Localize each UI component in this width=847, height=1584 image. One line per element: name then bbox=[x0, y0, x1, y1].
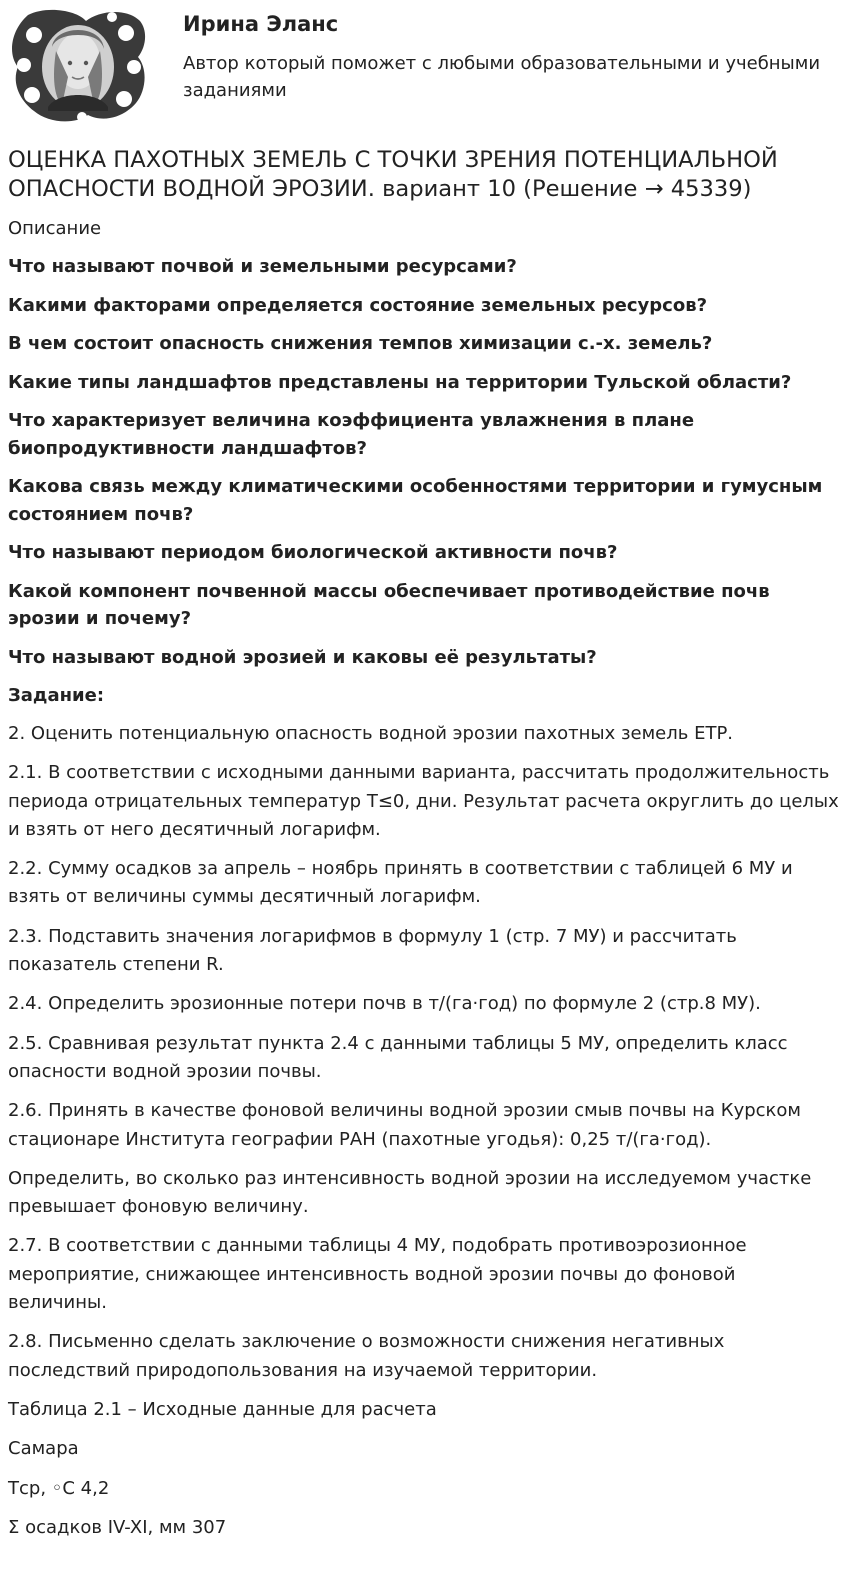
question-item: Что характеризует величина коэффициента увлажнения в плане биопродуктивности ландшафтов? bbox=[8, 410, 695, 459]
task-item: 2.8. Письменно сделать заключение о возможности снижения негативных последствий природопользования на изучаемой территории. bbox=[8, 1331, 725, 1381]
question-item: Какие типы ландшафтов представлены на территории Тульской области? bbox=[8, 371, 792, 393]
author-avatar[interactable] bbox=[8, 7, 148, 125]
question-item: Что называют периодом биологической активности почв? bbox=[8, 542, 618, 563]
task-item: 2.3. Подставить значения логарифмов в формулу 1 (стр. 7 МУ) и рассчитать показатель степени R. bbox=[8, 925, 737, 976]
task-items-list bbox=[8, 720, 840, 1542]
description-label: Описание bbox=[8, 218, 102, 239]
question-item: В чем состоит опасность снижения темпов химизации с.-х. земель? bbox=[8, 333, 713, 354]
question-item: Что называют почвой и земельными ресурсами? bbox=[8, 256, 517, 277]
table-precipitation: Σ осадков IV-XI, мм 307 bbox=[8, 1516, 227, 1538]
author-card bbox=[0, 0, 847, 135]
author-name[interactable]: Ирина Эланс bbox=[183, 12, 339, 36]
task-item: 2.5. Сравнивая результат пункта 2.4 с данными таблицы 5 МУ, определить класс опасности водной эрозии почвы. bbox=[8, 1032, 788, 1082]
page-title: ОЦЕНКА ПАХОТНЫХ ЗЕМЕЛЬ С ТОЧКИ ЗРЕНИЯ ПОТЕНЦИАЛЬНОЙ ОПАСНОСТИ ВОДНОЙ ЭРОЗИИ. вариант 10 (Решение → 45339) bbox=[8, 147, 778, 202]
task-item: 2.2. Сумму осадков за апрель – ноябрь принять в соответствии с таблицей 6 МУ и взять от величины суммы десятичный логарифм. bbox=[8, 858, 793, 908]
question-item: Какой компонент почвенной массы обеспечивает противодействие почв эрозии и почему? bbox=[8, 580, 770, 629]
table-caption: Таблица 2.1 – Исходные данные для расчета bbox=[8, 1398, 437, 1420]
author-description: Автор который поможет с любыми образовательными и учебными заданиями bbox=[183, 53, 821, 101]
task-label: Задание: bbox=[8, 685, 105, 706]
table-temperature: Tср, ◦С 4,2 bbox=[8, 1477, 110, 1499]
question-item: Какова связь между климатическими особенностями территории и гумусным состоянием почв? bbox=[8, 476, 823, 525]
task-item: 2.1. В соответствии с исходными данными варианта, рассчитать продолжительность периода отрицательных температур T≤0, дни. Результат расчета округлить до целых и взять от него десятичный логарифм. bbox=[8, 762, 839, 840]
task-item: 2.7. В соответствии с данными таблицы 4 МУ, подобрать противоэрозионное мероприятие, снижающее интенсивность водной эрозии почвы до фоновой величины. bbox=[8, 1235, 747, 1314]
task-item: 2. Оценить потенциальную опасность водной эрозии пахотных земель ЕТР. bbox=[8, 723, 734, 744]
question-item: Что называют водной эрозией и каковы её результаты? bbox=[8, 646, 597, 668]
task-content bbox=[8, 146, 840, 1553]
questions-list bbox=[8, 253, 840, 671]
question-item: Какими факторами определяется состояние земельных ресурсов? bbox=[8, 294, 708, 316]
table-city: Самара bbox=[8, 1438, 79, 1460]
task-item: 2.4. Определить эрозионные потери почв в т/(га·год) по формуле 2 (стр.8 МУ). bbox=[8, 993, 761, 1015]
task-item: 2.6. Принять в качестве фоновой величины водной эрозии смыв почвы на Курском стационаре Института географии РАН (пахотные угодья): 0,25 т/(га·год). bbox=[8, 1100, 802, 1150]
task-item: Определить, во сколько раз интенсивность водной эрозии на исследуемом участке превышает фоновую величину. bbox=[8, 1167, 812, 1218]
